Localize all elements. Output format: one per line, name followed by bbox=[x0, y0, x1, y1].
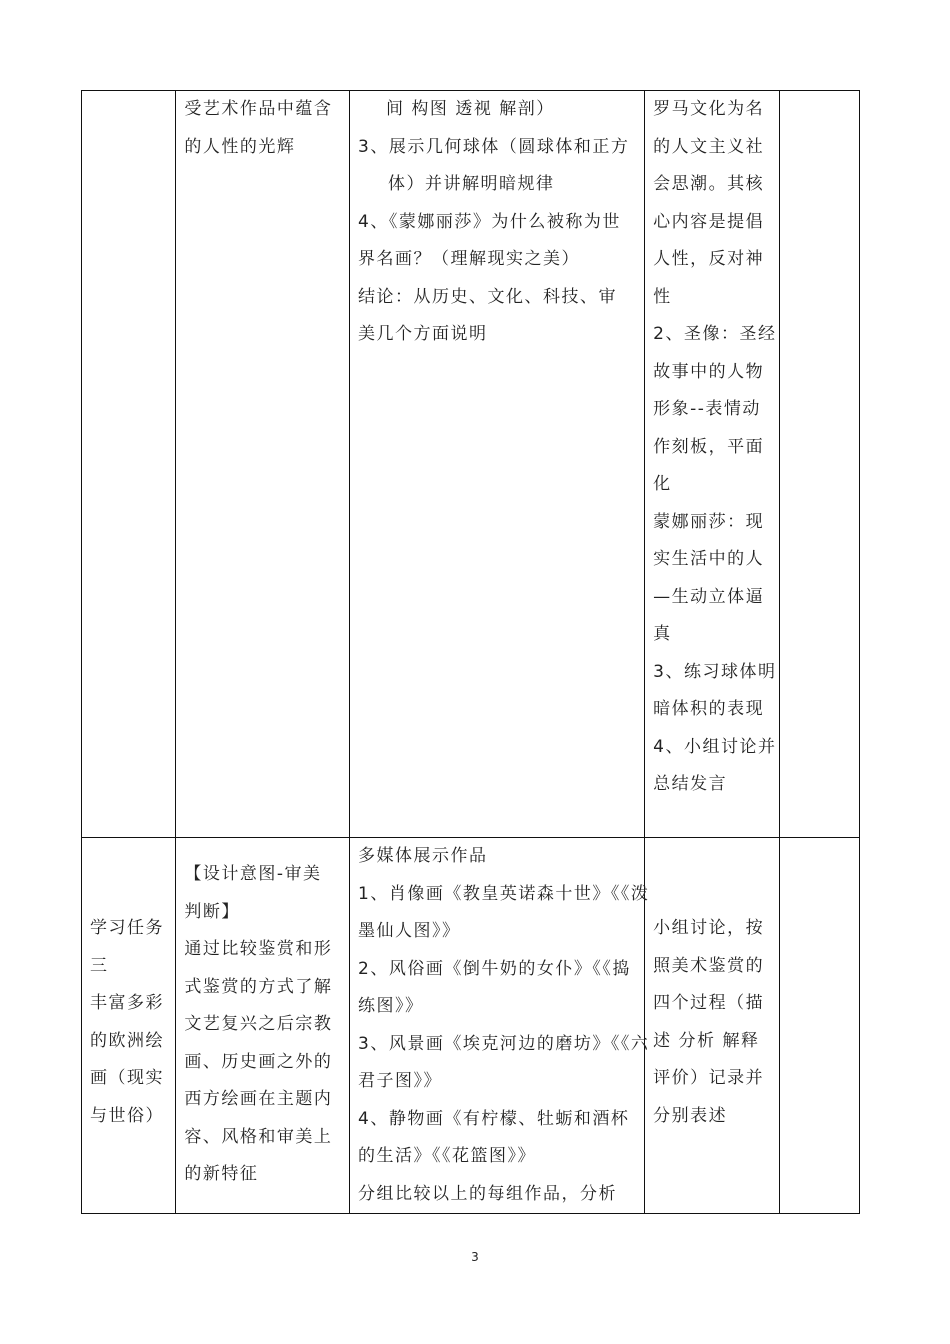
text-line: 小组讨论，按 bbox=[653, 918, 765, 938]
row1-col3-cell bbox=[350, 91, 645, 838]
text-line: 3、练习球体明 bbox=[653, 661, 777, 682]
text-line: 墨仙人图》》 bbox=[358, 921, 461, 941]
row2-col2-cell bbox=[176, 838, 350, 1214]
text-line: 多媒体展示作品 bbox=[358, 846, 488, 866]
text-line: 的新特征 bbox=[184, 1164, 259, 1184]
row1-col1-cell bbox=[82, 91, 176, 838]
text-line: 化 bbox=[653, 474, 672, 494]
text-line: 的人性的光辉 bbox=[184, 136, 296, 157]
text-line: 西方绘画在主题内 bbox=[184, 1089, 333, 1109]
table-row bbox=[82, 91, 860, 838]
page-number: 3 bbox=[471, 1250, 479, 1264]
text-line: 2、风俗画《倒牛奶的女仆》《《捣 bbox=[358, 958, 631, 979]
text-line: 画（现实 bbox=[90, 1068, 164, 1088]
text-line: 【设计意图-审美 bbox=[184, 864, 322, 884]
text-line: 会思潮。其核 bbox=[653, 174, 765, 194]
text-line: 丰富多彩 bbox=[90, 993, 164, 1013]
text-line: 的人文主义社 bbox=[653, 136, 765, 157]
row1-col5-cell bbox=[779, 91, 859, 838]
text-line: 的欧洲绘 bbox=[90, 1030, 164, 1051]
text-line: 4、小组讨论并 bbox=[653, 736, 777, 757]
text-line: 实生活中的人 bbox=[653, 549, 765, 569]
lesson-plan-table bbox=[81, 90, 860, 1214]
row1-col2-cell bbox=[176, 91, 350, 838]
row2-col4-cell bbox=[645, 838, 780, 1214]
row2-col3-cell bbox=[350, 838, 650, 1214]
text-line: 3、展示几何球体（圆球体和正方 bbox=[358, 136, 630, 157]
text-line: 式鉴赏的方式了解 bbox=[184, 976, 333, 997]
text-line: 学习任务 bbox=[90, 918, 164, 938]
text-line: 美几个方面说明 bbox=[358, 324, 488, 344]
text-line: 2、圣像：圣经 bbox=[653, 324, 777, 344]
text-line: 作刻板，平面 bbox=[653, 436, 765, 457]
text-line: 3、风景画《埃克河边的磨坊》《《六 bbox=[358, 1033, 650, 1054]
text-line: 照美术鉴赏的 bbox=[653, 955, 765, 976]
row2-col5-cell bbox=[779, 838, 859, 1214]
text-line: 分别表述 bbox=[653, 1105, 728, 1126]
text-line: 三 bbox=[90, 955, 109, 976]
text-line: 四个过程（描 bbox=[653, 993, 765, 1013]
text-line: 4、静物画《有柠檬、牡蛎和酒杯 bbox=[358, 1108, 630, 1129]
table-row bbox=[82, 838, 860, 1214]
text-line: 心内容是提倡 bbox=[653, 211, 765, 232]
text-line: 文艺复兴之后宗教 bbox=[184, 1014, 333, 1034]
text-line: 受艺术作品中蕴含 bbox=[184, 99, 333, 119]
text-line: 与世俗） bbox=[90, 1105, 164, 1126]
text-line: 述 分析 解释 bbox=[653, 1030, 760, 1051]
text-line: 练图》》 bbox=[358, 996, 424, 1016]
row2-col1-cell bbox=[82, 838, 176, 1214]
text-line: 性 bbox=[653, 286, 672, 307]
text-line: 故事中的人物 bbox=[653, 361, 765, 382]
text-line: 通过比较鉴赏和形 bbox=[184, 939, 333, 959]
text-line: 真 bbox=[653, 624, 672, 644]
text-line: 间 构图 透视 解剖） bbox=[386, 99, 555, 119]
text-line: 评价）记录并 bbox=[653, 1068, 765, 1088]
text-line: 画、历史画之外的 bbox=[184, 1051, 333, 1072]
text-line: 分组比较以上的每组作品，分析 bbox=[358, 1183, 618, 1204]
text-line: 界名画？（理解现实之美） bbox=[358, 249, 581, 269]
text-line: 总结发言 bbox=[653, 774, 728, 794]
text-line: —生动立体逼 bbox=[653, 586, 765, 607]
text-line: 体）并讲解明暗规律 bbox=[388, 174, 555, 194]
text-line: 容、风格和审美上 bbox=[184, 1126, 333, 1147]
text-line: 人性，反对神 bbox=[653, 249, 765, 269]
text-line: 4、《蒙娜丽莎》为什么被称为世 bbox=[358, 211, 621, 232]
text-line: 的生活》《《花篮图》》 bbox=[358, 1146, 537, 1166]
text-line: 暗体积的表现 bbox=[653, 699, 765, 719]
text-line: 罗马文化为名 bbox=[653, 99, 765, 119]
text-line: 结论：从历史、文化、科技、审 bbox=[358, 286, 618, 307]
text-line: 判断】 bbox=[184, 901, 240, 922]
text-line: 1、肖像画《教皇英诺森十世》《《泼 bbox=[358, 883, 650, 904]
row1-col4-cell bbox=[645, 91, 780, 838]
text-line: 君子图》》 bbox=[358, 1071, 443, 1091]
text-line: 蒙娜丽莎：现 bbox=[653, 511, 765, 532]
text-line: 形象--表情动 bbox=[653, 399, 761, 419]
